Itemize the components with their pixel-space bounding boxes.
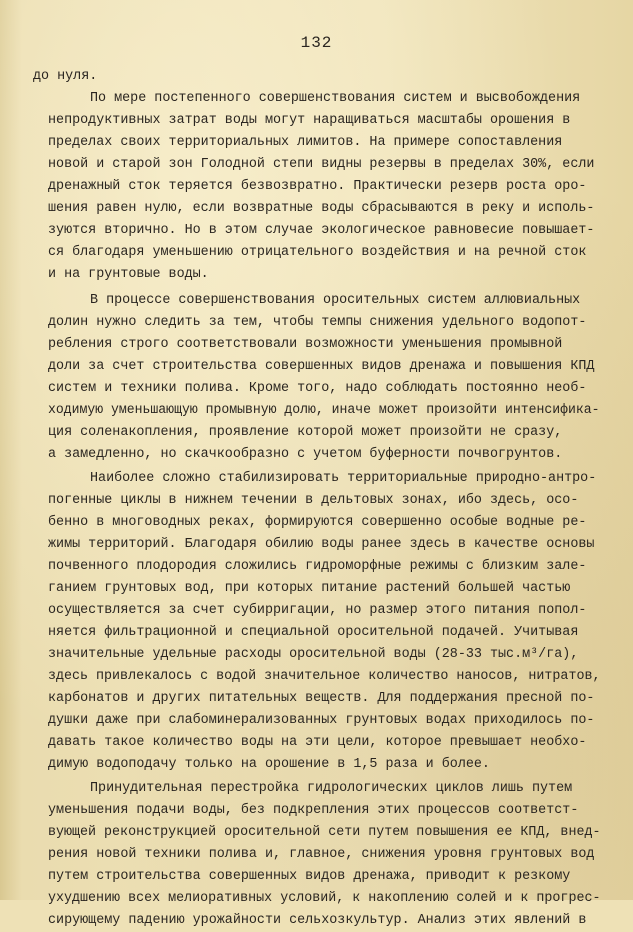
text-line: В процессе совершенствования оросительных систем аллювиальных bbox=[90, 293, 581, 308]
text-line: погенные циклы в нижнем течении в дельтовых зонах, ибо здесь, осо- bbox=[48, 493, 579, 508]
text-line: непродуктивных затрат воды могут наращиваться масштабы орошения в bbox=[48, 113, 571, 128]
text-line: ходимую уменьшающую промывную долю, иначе может произойти интенсифика- bbox=[48, 403, 600, 418]
text-line: до нуля. bbox=[33, 69, 98, 84]
text-line: ребления строго соответствовали возможности уменьшения промывной bbox=[48, 337, 563, 352]
text-line: Принудительная перестройка гидрологических циклов лишь путем bbox=[90, 781, 573, 796]
text-line: здесь привлекалось с водой значительное количество наносов, нитратов, bbox=[48, 669, 601, 684]
text-line: зуются вторично. Но в этом случае экологическое равновесие повышает- bbox=[48, 223, 595, 238]
text-line: уменьшения подачи воды, без подкрепления этих процессов соответст- bbox=[48, 803, 579, 818]
text-line: значительные удельные расходы оросительной воды (28-33 тыс.м³/га), bbox=[48, 647, 579, 662]
text-line: давать такое количество воды на эти цели, которое превышает необхо- bbox=[48, 735, 587, 750]
text-line: душки даже при слабоминерализованных грунтовых водах приходилось по- bbox=[48, 713, 595, 728]
text-line: путем строительства совершенных видов дренажа, приводит к резкому bbox=[48, 869, 571, 884]
text-line: и на грунтовые воды. bbox=[48, 267, 209, 282]
text-line: По мере постепенного совершенствования систем и высвобождения bbox=[90, 91, 581, 106]
text-line: новой и старой зон Голодной степи видны резервы в пределах 30%, если bbox=[48, 157, 595, 172]
text-line: доли за счет строительства совершенных видов дренажа и повышения КПД bbox=[48, 359, 595, 374]
text-line: рения новой техники полива и, главное, снижения уровня грунтовых вод bbox=[48, 847, 595, 862]
text-line: шения равен нулю, если возвратные воды сбрасываются в реку и исполь- bbox=[48, 201, 595, 216]
text-line: ухудшению всех мелиоративных условий, к накоплению солей и к прогрес- bbox=[48, 891, 601, 906]
text-line: ция соленакопления, проявление которой может произойти не сразу, bbox=[48, 425, 563, 440]
text-line: а замедленно, но скачкообразно с учетом буферности почвогрунтов. bbox=[48, 447, 563, 462]
text-line: систем и техники полива. Кроме того, надо соблюдать постоянно необ- bbox=[48, 381, 587, 396]
text-line: ганием грунтовых вод, при которых питание растений большей частью bbox=[48, 581, 571, 596]
text-line: карбонатов и других питательных веществ. Для поддержания пресной по- bbox=[48, 691, 595, 706]
text-line: бенно в многоводных реках, формируются совершенно особые водные ре- bbox=[48, 515, 587, 530]
page-number: 132 bbox=[300, 34, 333, 52]
text-line: пределах своих территориальных лимитов. На примере сопоставления bbox=[48, 135, 563, 150]
text-line: осуществляется за счет субирригации, но размер этого питания попол- bbox=[48, 603, 587, 618]
text-line: дренажный сток теряется безвозвратно. Практически резерв роста оро- bbox=[48, 179, 587, 194]
text-line: сирующему падению урожайности сельхозкультур. Анализ этих явлений в bbox=[48, 913, 587, 928]
text-line: Наиболее сложно стабилизировать территориальные природно-антро- bbox=[90, 471, 597, 486]
text-line: вующей реконструкцией оросительной сети путем повышения ее КПД, внед- bbox=[48, 825, 601, 840]
text-line: няется фильтрационной и специальной оросительной подачей. Учитывая bbox=[48, 625, 579, 640]
text-line: почвенного плодородия сложились гидроморфные режимы с близким зале- bbox=[48, 559, 587, 574]
text-line: жимы территорий. Благодаря обилию воды ранее здесь в качестве основы bbox=[48, 537, 595, 552]
text-line: димую водоподачу только на орошение в 1,5 раза и более. bbox=[48, 757, 490, 772]
text-line: ся благодаря уменьшению отрицательного воздействия и на речной сток bbox=[48, 245, 587, 260]
text-line: долин нужно следить за тем, чтобы темпы снижения удельного водопот- bbox=[48, 315, 587, 330]
